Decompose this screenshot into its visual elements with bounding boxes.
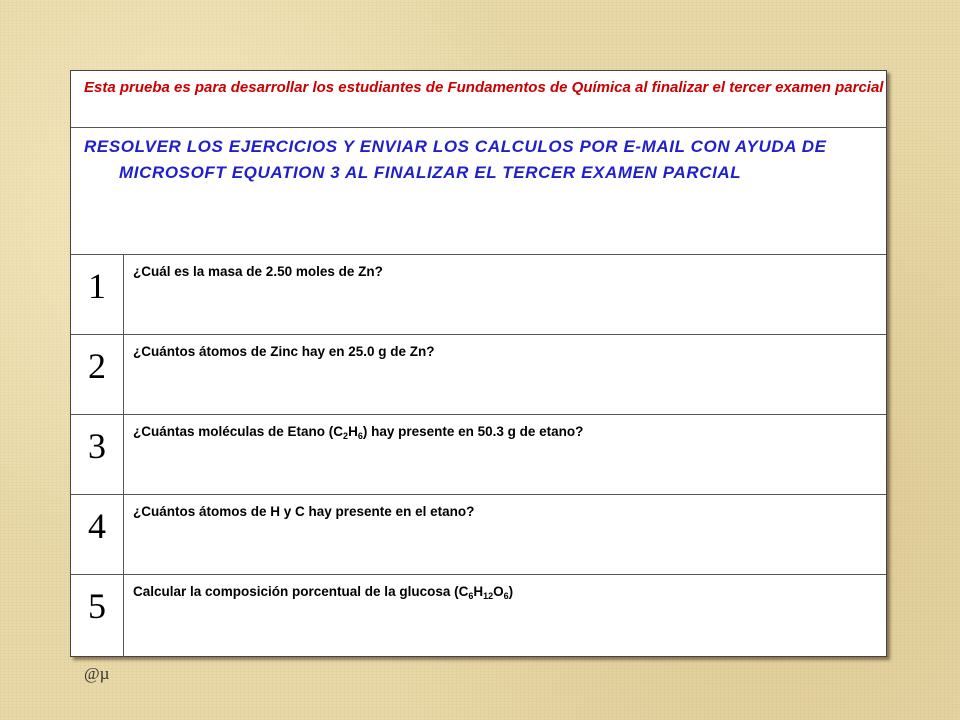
- question-text: ¿Cuántos átomos de H y C hay presente en el etano?: [133, 504, 475, 519]
- question-number: 3: [71, 415, 124, 494]
- instructions-row: [71, 128, 886, 255]
- question-row-1: [71, 255, 886, 335]
- question-row-4: [71, 495, 886, 575]
- question-number: 5: [71, 575, 124, 657]
- intro-row: [71, 71, 886, 128]
- exercise-sheet: [70, 70, 887, 657]
- intro-text: Esta prueba es para desarrollar los estudiantes de Fundamentos de Química al finalizar el tercer examen parcial: [84, 79, 884, 96]
- question-number: 1: [71, 255, 124, 334]
- question-row-3: [71, 415, 886, 495]
- question-row-2: [71, 335, 886, 415]
- question-text: ¿Cuál es la masa de 2.50 moles de Zn?: [133, 264, 383, 279]
- question-number: 2: [71, 335, 124, 414]
- question-number: 4: [71, 495, 124, 574]
- question-text: ¿Cuántos átomos de Zinc hay en 25.0 g de Zn?: [133, 344, 435, 359]
- footer-mark: @µ: [84, 664, 110, 683]
- question-text: Calcular la composición porcentual de la glucosa $(C_6H_{12}O_6)$: [133, 584, 514, 601]
- question-text: ¿Cuántas moléculas de Etano $(C_2H_6)$ hay presente en 50.3 g de etano?: [133, 424, 584, 441]
- instructions-text: RESOLVER LOS EJERCICIOS Y ENVIAR LOS CALCULOS POR E-MAIL CON AYUDA DE MICROSOFT EQUATION 3 AL FINALIZAR EL TERCER EXAMEN PARCIAL: [84, 137, 827, 182]
- question-row-5: [71, 575, 886, 657]
